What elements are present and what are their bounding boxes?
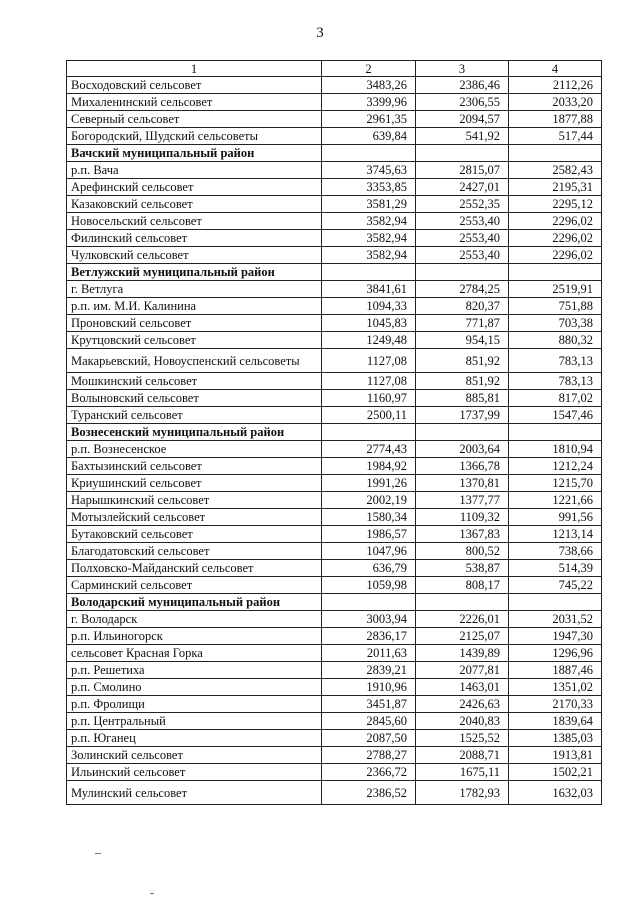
settlement-name: Проновский сельсовет: [67, 315, 322, 332]
value-col-4: 1221,66: [509, 492, 602, 509]
value-col-2: 3841,61: [322, 281, 416, 298]
table-row: [67, 713, 602, 730]
table-row: [67, 730, 602, 747]
table-row: [67, 298, 602, 315]
value-col-3: 2552,35: [416, 196, 509, 213]
value-col-4: 2519,91: [509, 281, 602, 298]
settlement-name: Сарминский сельсовет: [67, 577, 322, 594]
settlement-name: Туранский сельсовет: [67, 407, 322, 424]
settlement-name: Полховско-Майданский сельсовет: [67, 560, 322, 577]
value-col-4: 1810,94: [509, 441, 602, 458]
value-col-3: 1675,11: [416, 764, 509, 781]
value-col-3: 2553,40: [416, 230, 509, 247]
settlement-name: Благодатовский сельсовет: [67, 543, 322, 560]
settlement-name: Мотызлейский сельсовет: [67, 509, 322, 526]
value-col-3: 1370,81: [416, 475, 509, 492]
value-col-4: 1296,96: [509, 645, 602, 662]
value-col-2: 3003,94: [322, 611, 416, 628]
table-row: [67, 764, 602, 781]
value-col-3: 2553,40: [416, 247, 509, 264]
value-col-4: [509, 264, 602, 281]
value-col-4: 2170,33: [509, 696, 602, 713]
settlement-name: Мошкинский сельсовет: [67, 373, 322, 390]
value-col-4: 2195,31: [509, 179, 602, 196]
table-row: [67, 230, 602, 247]
value-col-2: 2845,60: [322, 713, 416, 730]
value-col-2: 3399,96: [322, 94, 416, 111]
table-row: [67, 441, 602, 458]
value-col-2: 1991,26: [322, 475, 416, 492]
value-col-2: 1047,96: [322, 543, 416, 560]
value-col-4: 1632,03: [509, 781, 602, 805]
settlement-name: Бахтызинский сельсовет: [67, 458, 322, 475]
value-col-2: 2002,19: [322, 492, 416, 509]
value-col-2: 2961,35: [322, 111, 416, 128]
value-col-4: 738,66: [509, 543, 602, 560]
value-col-3: [416, 424, 509, 441]
value-col-3: 954,15: [416, 332, 509, 349]
table-row: [67, 458, 602, 475]
table-row: [67, 373, 602, 390]
value-col-2: 3582,94: [322, 213, 416, 230]
scan-mark: [95, 853, 101, 854]
value-col-2: 1127,08: [322, 373, 416, 390]
value-col-4: 2582,43: [509, 162, 602, 179]
settlement-name: р.п. Центральный: [67, 713, 322, 730]
value-col-2: 1249,48: [322, 332, 416, 349]
value-col-3: 2386,46: [416, 77, 509, 94]
value-col-3: 1377,77: [416, 492, 509, 509]
settlement-name: р.п. Смолино: [67, 679, 322, 696]
table-row: [67, 94, 602, 111]
section-row: [67, 424, 602, 441]
value-col-2: 1580,34: [322, 509, 416, 526]
value-col-3: 1525,52: [416, 730, 509, 747]
settlement-name: Волыновский сельсовет: [67, 390, 322, 407]
value-col-2: 2500,11: [322, 407, 416, 424]
section-row: [67, 145, 602, 162]
value-col-2: 2366,72: [322, 764, 416, 781]
column-header-3: 3: [416, 61, 509, 77]
table-row: [67, 407, 602, 424]
settlement-name: Северный сельсовет: [67, 111, 322, 128]
table-row: [67, 213, 602, 230]
value-col-3: 851,92: [416, 373, 509, 390]
settlement-name: р.п. Фролищи: [67, 696, 322, 713]
value-col-3: 1463,01: [416, 679, 509, 696]
value-col-3: 1439,89: [416, 645, 509, 662]
value-col-2: 1127,08: [322, 349, 416, 373]
value-col-4: 1913,81: [509, 747, 602, 764]
value-col-2: 2774,43: [322, 441, 416, 458]
table-row: [67, 560, 602, 577]
value-col-4: 751,88: [509, 298, 602, 315]
value-col-3: 808,17: [416, 577, 509, 594]
value-col-4: 2296,02: [509, 230, 602, 247]
value-col-4: 1839,64: [509, 713, 602, 730]
value-col-2: [322, 594, 416, 611]
settlement-name: Филинский сельсовет: [67, 230, 322, 247]
page-number: 3: [316, 25, 324, 41]
settlement-name: Чулковский сельсовет: [67, 247, 322, 264]
settlement-name: Крутцовский сельсовет: [67, 332, 322, 349]
value-col-2: 2839,21: [322, 662, 416, 679]
table-row: [67, 196, 602, 213]
value-col-3: 2815,07: [416, 162, 509, 179]
value-col-4: 1385,03: [509, 730, 602, 747]
value-col-4: 2112,26: [509, 77, 602, 94]
settlement-name: Криушинский сельсовет: [67, 475, 322, 492]
data-table: [66, 60, 602, 805]
district-name: Володарский муниципальный район: [67, 594, 322, 611]
value-col-3: 541,92: [416, 128, 509, 145]
settlement-name: Новосельский сельсовет: [67, 213, 322, 230]
value-col-2: [322, 424, 416, 441]
table-row: [67, 247, 602, 264]
value-col-2: 3451,87: [322, 696, 416, 713]
value-col-4: 1947,30: [509, 628, 602, 645]
value-col-2: 639,84: [322, 128, 416, 145]
value-col-3: 820,37: [416, 298, 509, 315]
table-row: [67, 577, 602, 594]
value-col-3: 538,87: [416, 560, 509, 577]
value-col-2: 3582,94: [322, 247, 416, 264]
value-col-2: 1045,83: [322, 315, 416, 332]
settlement-name: Казаковский сельсовет: [67, 196, 322, 213]
value-col-4: 1212,24: [509, 458, 602, 475]
value-col-3: 2094,57: [416, 111, 509, 128]
value-col-4: 2033,20: [509, 94, 602, 111]
value-col-3: 2003,64: [416, 441, 509, 458]
settlement-name: Ильинский сельсовет: [67, 764, 322, 781]
table-row: [67, 611, 602, 628]
table-header-row: [67, 61, 602, 77]
value-col-4: 991,56: [509, 509, 602, 526]
value-col-3: 771,87: [416, 315, 509, 332]
value-col-2: 3582,94: [322, 230, 416, 247]
value-col-3: 2427,01: [416, 179, 509, 196]
settlement-name: р.п. им. М.И. Калинина: [67, 298, 322, 315]
scan-mark: [150, 893, 154, 894]
value-col-3: 851,92: [416, 349, 509, 373]
value-col-4: 783,13: [509, 349, 602, 373]
settlement-name: Макарьевский, Новоуспенский сельсоветы: [67, 349, 322, 373]
value-col-4: 1213,14: [509, 526, 602, 543]
column-header-1: 1: [67, 61, 322, 77]
table-row: [67, 390, 602, 407]
value-col-3: 1737,99: [416, 407, 509, 424]
value-col-2: [322, 145, 416, 162]
value-col-3: 1367,83: [416, 526, 509, 543]
table-row: [67, 162, 602, 179]
table-row: [67, 111, 602, 128]
value-col-3: 2040,83: [416, 713, 509, 730]
value-col-2: 1984,92: [322, 458, 416, 475]
column-header-2: 2: [322, 61, 416, 77]
value-col-2: 636,79: [322, 560, 416, 577]
value-col-3: 800,52: [416, 543, 509, 560]
value-col-3: 2125,07: [416, 628, 509, 645]
settlement-name: г. Ветлуга: [67, 281, 322, 298]
table-row: [67, 492, 602, 509]
value-col-3: 1782,93: [416, 781, 509, 805]
table-row: [67, 679, 602, 696]
value-col-3: 1366,78: [416, 458, 509, 475]
value-col-3: 2077,81: [416, 662, 509, 679]
table-row: [67, 128, 602, 145]
value-col-3: 2226,01: [416, 611, 509, 628]
table-row: [67, 179, 602, 196]
value-col-4: 1351,02: [509, 679, 602, 696]
table-row: [67, 747, 602, 764]
settlement-name: Нарышкинский сельсовет: [67, 492, 322, 509]
settlement-name: Бутаковский сельсовет: [67, 526, 322, 543]
value-col-2: 2788,27: [322, 747, 416, 764]
value-col-2: 2836,17: [322, 628, 416, 645]
settlement-name: Михаленинский сельсовет: [67, 94, 322, 111]
table-row: [67, 332, 602, 349]
section-row: [67, 264, 602, 281]
value-col-3: 885,81: [416, 390, 509, 407]
value-col-4: 1887,46: [509, 662, 602, 679]
value-col-4: 2031,52: [509, 611, 602, 628]
value-col-4: 880,32: [509, 332, 602, 349]
value-col-3: 1109,32: [416, 509, 509, 526]
value-col-2: 1160,97: [322, 390, 416, 407]
value-col-3: 2306,55: [416, 94, 509, 111]
table-row: [67, 315, 602, 332]
table-row: [67, 509, 602, 526]
value-col-4: 783,13: [509, 373, 602, 390]
settlement-name: Арефинский сельсовет: [67, 179, 322, 196]
value-col-2: 1094,33: [322, 298, 416, 315]
value-col-2: 2087,50: [322, 730, 416, 747]
value-col-2: [322, 264, 416, 281]
value-col-4: 1547,46: [509, 407, 602, 424]
value-col-4: 817,02: [509, 390, 602, 407]
value-col-3: [416, 594, 509, 611]
value-col-3: 2088,71: [416, 747, 509, 764]
value-col-2: 3483,26: [322, 77, 416, 94]
value-col-3: [416, 264, 509, 281]
table-row: [67, 645, 602, 662]
value-col-4: 517,44: [509, 128, 602, 145]
column-header-4: 4: [509, 61, 602, 77]
settlement-name: р.п. Решетиха: [67, 662, 322, 679]
section-row: [67, 594, 602, 611]
settlement-name: Золинский сельсовет: [67, 747, 322, 764]
table-row: [67, 628, 602, 645]
value-col-4: 2296,02: [509, 247, 602, 264]
table-row: [67, 281, 602, 298]
value-col-4: [509, 594, 602, 611]
table-row: [67, 696, 602, 713]
table-row: [67, 543, 602, 560]
value-col-4: 514,39: [509, 560, 602, 577]
value-col-2: 3353,85: [322, 179, 416, 196]
value-col-2: 1986,57: [322, 526, 416, 543]
district-name: Ветлужский муниципальный район: [67, 264, 322, 281]
value-col-4: 2296,02: [509, 213, 602, 230]
settlement-name: г. Володарск: [67, 611, 322, 628]
table-row: [67, 349, 602, 373]
value-col-2: 3581,29: [322, 196, 416, 213]
value-col-4: 703,38: [509, 315, 602, 332]
value-col-2: 2011,63: [322, 645, 416, 662]
table-row: [67, 475, 602, 492]
value-col-4: [509, 424, 602, 441]
value-col-4: 1502,21: [509, 764, 602, 781]
settlement-name: Восходовский сельсовет: [67, 77, 322, 94]
value-col-4: [509, 145, 602, 162]
table-row: [67, 781, 602, 805]
value-col-3: 2426,63: [416, 696, 509, 713]
value-col-2: 1059,98: [322, 577, 416, 594]
district-name: Вознесенский муниципальный район: [67, 424, 322, 441]
value-col-3: 2784,25: [416, 281, 509, 298]
settlement-name: р.п. Юганец: [67, 730, 322, 747]
settlement-name: р.п. Вача: [67, 162, 322, 179]
settlement-name: р.п. Вознесенское: [67, 441, 322, 458]
value-col-3: [416, 145, 509, 162]
value-col-3: 2553,40: [416, 213, 509, 230]
table-row: [67, 526, 602, 543]
settlement-name: сельсовет Красная Горка: [67, 645, 322, 662]
value-col-4: 745,22: [509, 577, 602, 594]
settlement-name: р.п. Ильиногорск: [67, 628, 322, 645]
settlement-name: Мулинский сельсовет: [67, 781, 322, 805]
table-row: [67, 77, 602, 94]
district-name: Вачский муниципальный район: [67, 145, 322, 162]
value-col-4: 1877,88: [509, 111, 602, 128]
settlement-name: Богородский, Шудский сельсоветы: [67, 128, 322, 145]
table-row: [67, 662, 602, 679]
value-col-2: 2386,52: [322, 781, 416, 805]
value-col-4: 2295,12: [509, 196, 602, 213]
value-col-2: 3745,63: [322, 162, 416, 179]
value-col-2: 1910,96: [322, 679, 416, 696]
value-col-4: 1215,70: [509, 475, 602, 492]
